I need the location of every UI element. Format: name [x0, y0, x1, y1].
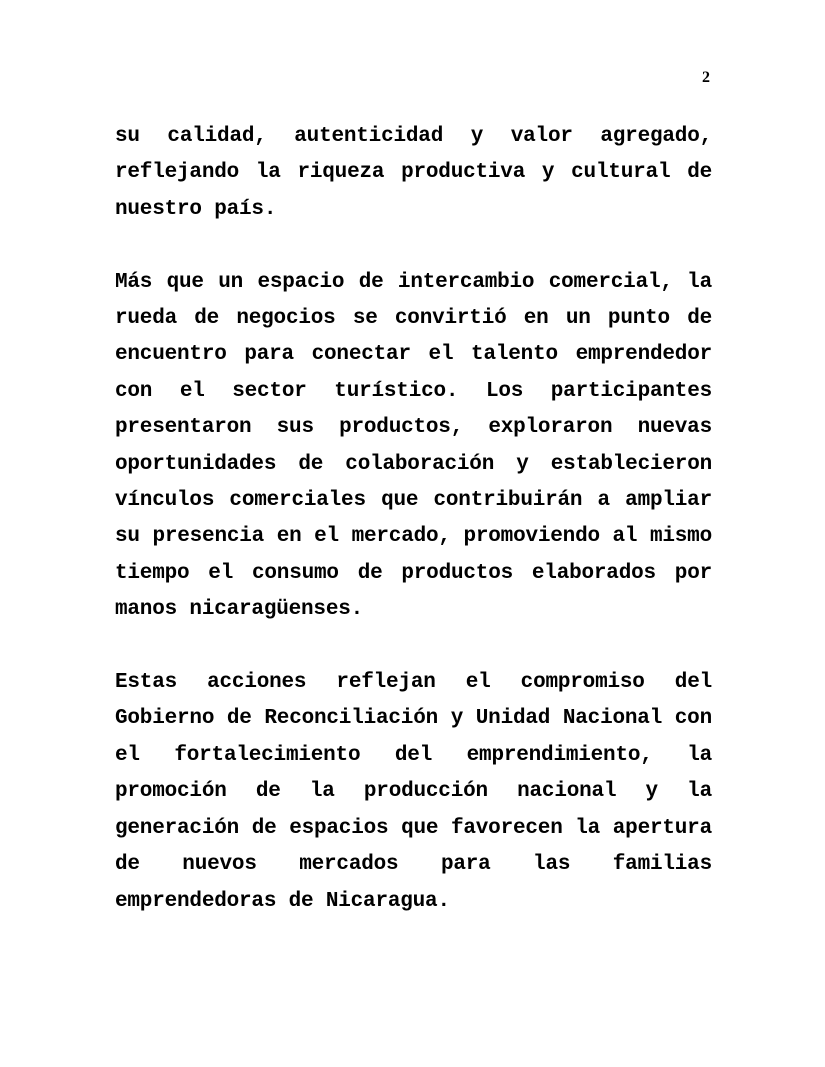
page-number: 2 — [702, 69, 710, 86]
paragraph-2: Más que un espacio de intercambio comercial, la rueda de negocios se convirtió en un punto de encuentro para conectar el talento emprendedor con el sector turístico. Los participantes presentaron sus productos, exploraron nuevas oportunidades de colaboración y establecieron vínculos comerciales que contribuirán a ampliar su presencia en el mercado, promoviendo al mismo tiempo el consumo de productos elaborados por manos nicaragüenses. — [115, 270, 712, 622]
document-body — [115, 119, 712, 920]
paragraph-1: su calidad, autenticidad y valor agregado, reflejando la riqueza productiva y cultural de nuestro país. — [115, 125, 712, 221]
paragraph-3: Estas acciones reflejan el compromiso del Gobierno de Reconciliación y Unidad Nacional con el fortalecimiento del emprendimiento, la promoción de la producción nacional y la generación de espacios que favorecen la apertura de nuevos mercados para las familias emprendedoras de Nicaragua. — [115, 671, 712, 913]
